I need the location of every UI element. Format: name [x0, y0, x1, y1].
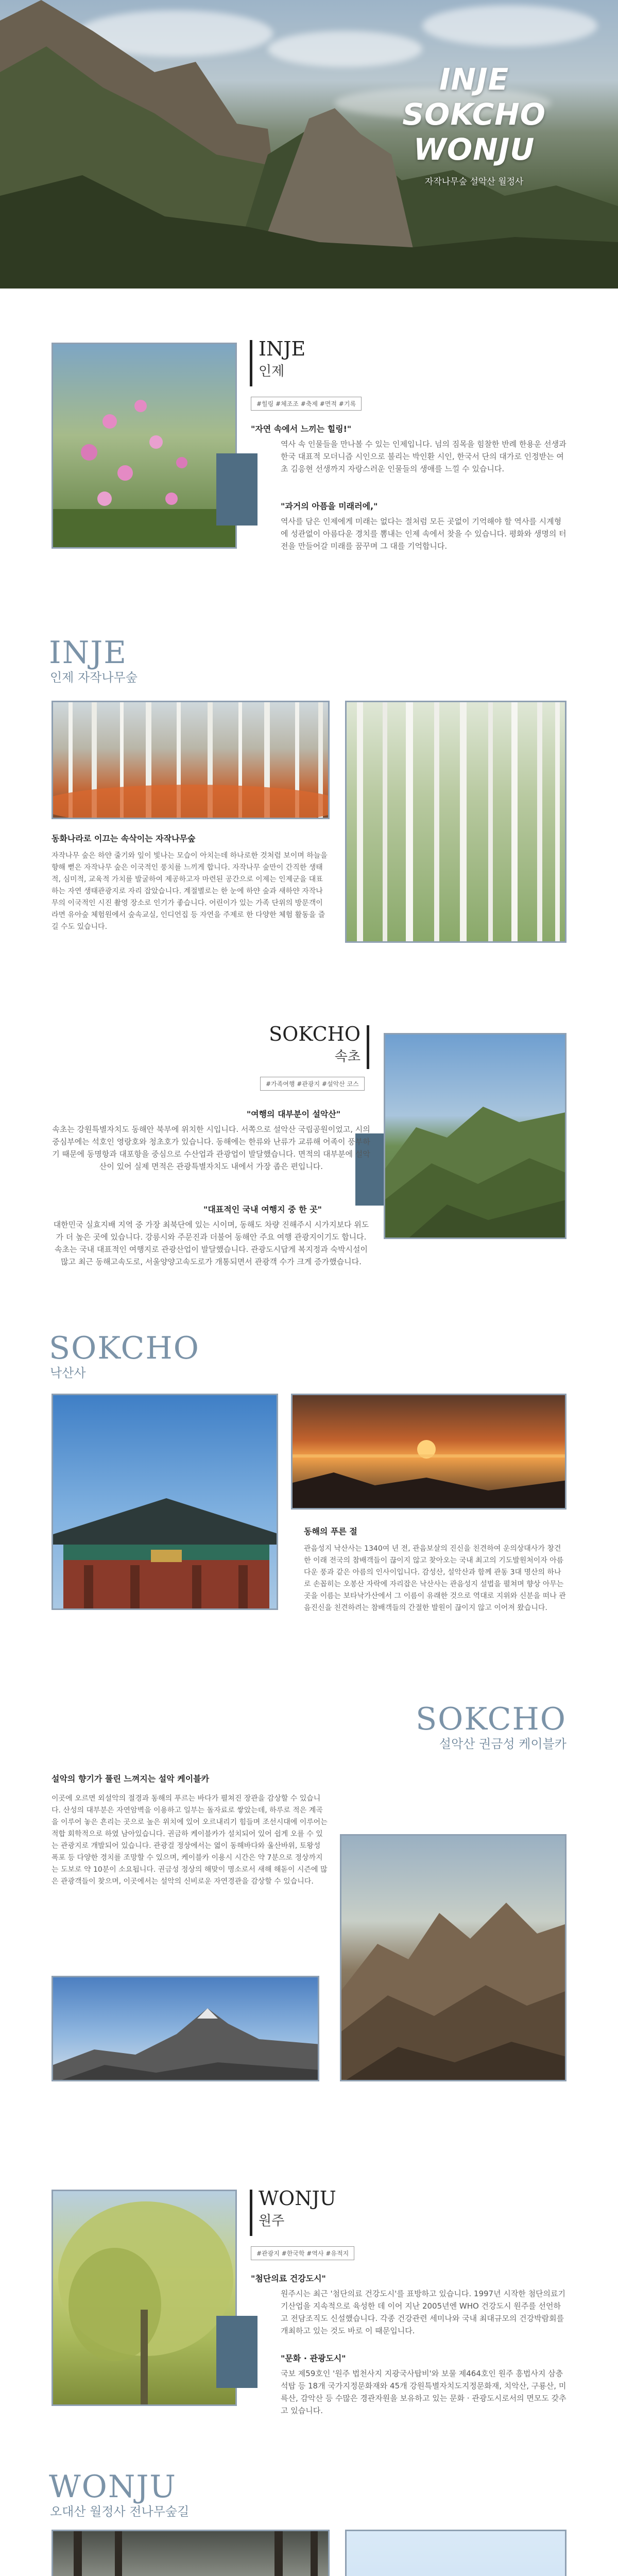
inje-flower-photo	[52, 343, 237, 549]
sokcho-section-sub: 낙산사	[50, 1366, 86, 1380]
inje-name-ko: 인제	[259, 364, 285, 379]
sokcho-para-2: 대한민국 실효지배 지역 중 가장 최북단에 있는 시이며, 동해도 차량 진해주시 시가지보다 위도가 더 높은 곳에 있습니다. 강릉시와 주문진과 더불어 동해안 주요 여행 관광지이기도 합니다. 속초는 국내 대표적인 여행지로 관광산업이 발달했습니다. 관광도시답게 복지정과 숙박시설이 많고 최근 동해고속도로, 서울양양고속도로가 개통되면서 관광객 수가 크게 증가했습니다.	[53, 1220, 369, 1266]
naksan-temple-photo	[52, 1394, 278, 1610]
cable-mountain-photo-2	[52, 1976, 319, 2081]
naksan-text: 관음성지 낙산사는 1340여 년 전, 관음보살의 진신을 친견하여 운의상대사가 창건한 이래 전국의 참배객들이 끊이지 않고 찾아오는 국내 최고의 기도발원처이자 아름다운 풍과 같은 아름의 인사이입니다. 감성산, 설악산과 함께 관동 3대 명산의 하나로 손꼽히는 오봉산 자락에 자리잡은 낙산사는 관음성지 설법을 펼쳐며 향상 아무는 곳을 이름는 보타낙가산에서 그 이름이 유래한 것으로 역대로 지위와 신분을 떠나 관음진신을 친견하려는 참배객들의 간절한 발원이 끊이지 않고 이어져 왔습니다.	[304, 1545, 566, 1612]
inje-forest-text: 자작나무 숲은 하얀 줄기와 잎이 빛나는 모습이 아치는데 하나로한 것처럼 보이며 하늘을 향해 뻗은 자작나무 숲은 이국적인 풍치를 느끼게 합니다. 자작나무 숲만이 간직한 생태적, 심미적, 교육적 가치를 발굴하여 제공하고자 마련된 공간으로 이제는 인제군을 대표하는 자연 생태관광지로 자리 잡았습니다. 계절별로는 한 눈에 하얀 숲과 새하얀 자작나무의 이국적인 시진 촬영 장소로 인기가 좋습니다. 어린이가 있는 가족 단위의 방문객이라면 유아숲 체험원에서 숲속교실, 인디언집 등 자연을 주제로 한 다양한 체험 활동을 즐길 수도 있습니다.	[52, 852, 328, 931]
sokcho-heading-bar	[367, 1025, 369, 1069]
inje-forest-photo-2	[345, 701, 566, 943]
inje-para-1: 역사 속 인물들을 만나볼 수 있는 인제입니다. 넘의 짐목을 힘찰한 반례 한용운 선생과 한국 대표적 모더니즘 시인으로 불리는 박인환 시인, 한국서 단의 대가로 인정받는 여초 김응현 선생까지 자랑스러운 인물들의 생애를 느낄 수 있습니다.	[281, 439, 566, 473]
woljeongsa-eaves-photo	[345, 2530, 566, 2576]
wonju-section-title: WONJU	[49, 2469, 177, 2505]
inje-section-title: INJE	[49, 635, 128, 671]
wonju-name: WONJU	[259, 2187, 336, 2210]
wonju-quote-1: "첨단의료 건강도시"	[251, 2274, 326, 2283]
sokcho-tags: #가족여행 #관광지 #설악산 코스	[260, 1077, 365, 1091]
wonju-tags: #관광지 #한국학 #역사 #유적지	[251, 2246, 354, 2260]
naksan-sunrise-photo	[291, 1394, 566, 1510]
inje-para-2: 역사를 담은 인제에게 미래는 없다는 절처럼 모든 곳없이 기억해야 할 역사를 시계형에 성관없이 아름다운 경치를 뽐내는 인제 속에서 찾을 수 있습니다. 평화와 생명의 터전을 만들어갈 미래를 꿈꾸며 그 대를 기억합니다.	[281, 517, 566, 551]
inje-section-sub: 인제 자작나무숲	[50, 670, 138, 685]
inje-forest-title: 동화나라로 이끄는 속삭이는 자작나무숲	[52, 834, 196, 843]
wonju-quote-2: "문화 · 관광도시"	[281, 2353, 346, 2363]
wonju-heading-bar	[250, 2190, 252, 2236]
inje-tags: #힐링 #체조조 #축제 #면적 #기록	[251, 397, 362, 411]
wonju-accent-block	[216, 2316, 258, 2388]
inje-quote-1: "자연 속에서 느끼는 힐링!"	[251, 424, 352, 434]
cable-section-title: SOKCHO	[416, 1701, 566, 1737]
wonju-para-1: 원주시는 최근 '첨단의료 건강도시'를 표방하고 있습니다. 1997년 시작한 첨단의료기기산업을 지속적으로 육성한 데 이어 지난 2005년엔 WHO 건강도시 원주를 선언하고 전담조직도 신설했습니다. 각종 건강관련 세미나와 국내 최대규모의 건강박람회를 개최하고 있는 것도 바로 이 때문입니다.	[281, 2289, 566, 2335]
sokcho-section-title: SOKCHO	[49, 1330, 200, 1366]
wonju-willow-photo	[52, 2190, 237, 2406]
woljeongsa-forest-photo	[52, 2530, 330, 2576]
sokcho-quote-2: "대표적인 국내 여행지 중 한 곳"	[203, 1205, 322, 1214]
sokcho-mountain-photo	[384, 1033, 566, 1239]
sokcho-para-1: 속초는 강원특별자치도 동해안 북부에 위치한 시입니다. 서쪽으로 설악산 국립공원이었고, 시의 중심부에는 석호인 영랑호와 청초호가 있습니다. 동해에는 한류와 난류가 교류해 어족이 풍부하기 때문에 동명항과 대포항을 중심으로 수산업과 관광업이 발달했습니다. 면적의 대부분에 설악산이 있어 실제 면적은 관광특별자치도 내에서 가장 좁은 편입니다.	[52, 1125, 370, 1171]
inje-accent-block	[216, 453, 258, 526]
inje-name: INJE	[259, 337, 306, 360]
hero-title-line-3: WONJU	[413, 132, 535, 167]
hero-title	[402, 62, 546, 187]
hero-title-line-1: INJE	[439, 62, 509, 97]
cable-section-sub: 설악산 권금성 케이블카	[439, 1737, 566, 1751]
sokcho-name: SOKCHO	[269, 1023, 360, 1045]
hero-title-line-2: SOKCHO	[402, 97, 546, 132]
hero-subtitle: 자작나무숲 설악산 월정사	[424, 177, 524, 187]
inje-heading-bar	[250, 340, 252, 386]
naksan-title: 동해의 푸른 절	[304, 1527, 357, 1536]
inje-quote-2: "과거의 아픔을 미래러에,"	[281, 501, 378, 511]
cable-mountain-photo-1	[340, 1834, 566, 2081]
hero-banner	[0, 0, 618, 289]
cable-text: 이곳에 오르면 외설악의 절경과 동해의 푸르는 바다가 펼쳐진 장관을 감상할 수 있습니다. 산성의 대부분은 자연암벽을 이용하고 일부는 돌자료로 쌓았는데, 하루로 적은 계곡을 이루어 놓은 흔리는 곳으로 높은 위치에 있어 오르내리기 힘들며 조선시대에 이루어는 적합 회학적으로 하였 남아있습니다. 권금하 케이블카가 설치되어 있어 쉽게 오를 수 있는 관광지로 개발되어 있습니다. 관광걸 정상에서는 엷이 동해바다와 울산바위, 토왕성 폭포 등 다양한 경치를 조망할 수 있으며, 케이블카 이용시 시간은 약 7분으로 정상까지는 도보로 약 10분이 소요됩니다. 권금성 정상의 해맞이 명소로서 새해 해돋이 시즌에 많은 관광객들이 찾으며, 이곳에서는 설악의 신비로운 자연경관을 감상할 수 있습니다.	[52, 1794, 328, 1886]
inje-forest-photo-1	[52, 701, 330, 819]
wonju-name-ko: 원주	[259, 2213, 285, 2229]
wonju-para-2: 국보 제59호인 '원주 법천사지 지광국사탑비'와 보물 제464호인 원주 흥법사지 삼층석탑 등 18개 국가지정문화재와 45개 강원특별자치도지정문화재, 치악산, 구룡산, 미륵산, 감악산 등 수많은 경관자원을 보유하고 있는 문화 · 관광도시로서의 면모도 갖추고 있습니다.	[281, 2369, 566, 2415]
sokcho-quote-1: "여행의 대부분이 설악산"	[246, 1109, 341, 1119]
sokcho-name-ko: 속초	[334, 1049, 360, 1064]
cable-heading: 설악의 향기가 풀린 느껴지는 설악 케이블카	[52, 1774, 210, 1784]
wonju-section-sub: 오대산 월정사 전나무숲길	[50, 2504, 190, 2519]
